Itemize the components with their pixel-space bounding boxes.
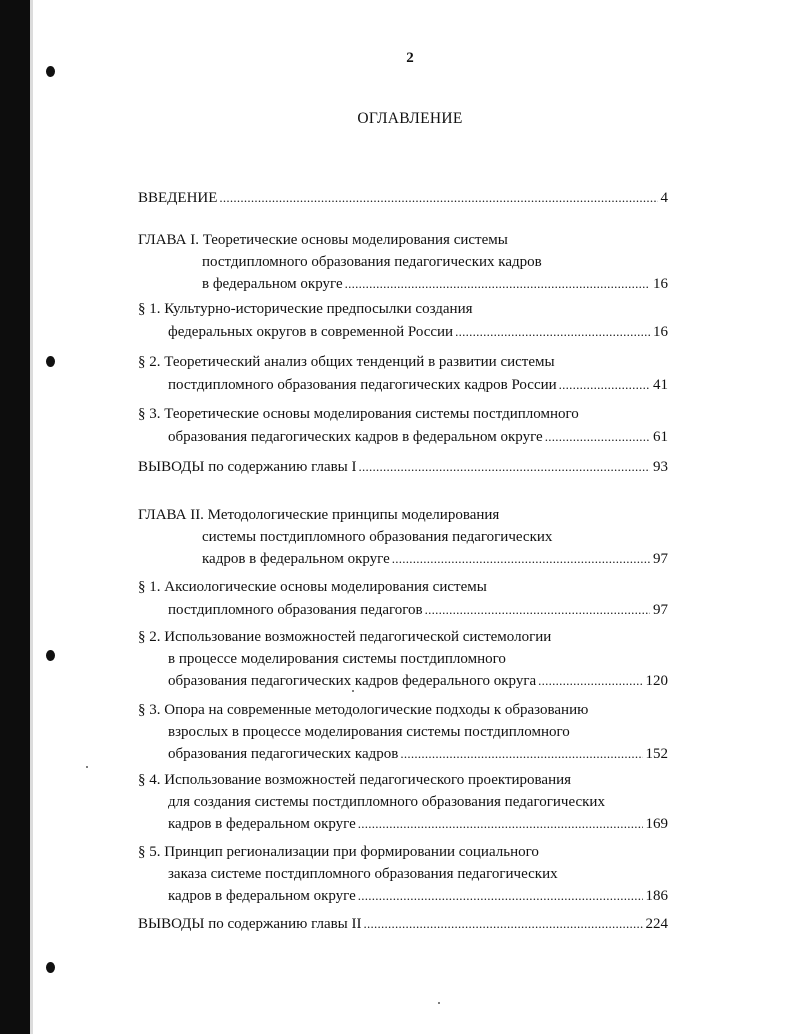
toc-entry-ch2-section-1[interactable] — [138, 577, 668, 621]
toc-entry-line: для создания системы постдипломного образования педагогических — [168, 793, 605, 810]
page-number: 2 — [406, 50, 414, 66]
toc-entry-line: ГЛАВА I. Теоретические основы моделирования системы — [138, 232, 508, 248]
toc-entry-title: постдипломного образования педагогических кадров России — [168, 376, 557, 393]
toc-leader-dots — [538, 670, 642, 693]
toc-entry-line: § 1. Аксиологические основы моделирования системы — [138, 579, 487, 595]
punch-hole — [46, 356, 55, 367]
toc-page-number: 224 — [645, 916, 668, 932]
toc-page-number: 186 — [645, 888, 668, 904]
toc-entry-conclusions-2[interactable] — [138, 913, 668, 936]
toc-leader-dots — [425, 599, 650, 622]
toc-entry-ch2-section-4[interactable] — [138, 770, 668, 836]
toc-entry-line: § 2. Использование возможностей педагогической системологии — [138, 629, 552, 645]
toc-entry-line: § 2. Теоретический анализ общих тенденций в развитии системы — [138, 354, 555, 370]
toc-entry-line: § 3. Опора на современные методологические подходы к образованию — [138, 702, 589, 718]
toc-entry-title: образования педагогических кадров в федеральном округе — [168, 428, 543, 445]
toc-entry-ch2-section-2[interactable] — [138, 627, 668, 693]
toc-entry-ch2-section-5[interactable] — [138, 842, 668, 908]
toc-leader-dots — [358, 813, 643, 836]
toc-entry-title: кадров в федеральном округе — [168, 888, 356, 904]
scan-page-edge — [30, 0, 33, 1034]
toc-entry-introduction[interactable] — [138, 187, 668, 210]
toc-leader-dots — [358, 885, 643, 908]
toc-page-number: 41 — [653, 376, 668, 393]
toc-entry-line: взрослых в процессе моделирования системы постдипломного — [168, 723, 570, 740]
toc-page-number: 120 — [645, 673, 668, 689]
toc-entry-title: образования педагогических кадров — [168, 746, 399, 762]
toc-entry-line: заказа системе постдипломного образования педагогических — [168, 865, 558, 882]
toc-entry-line: § 4. Использование возможностей педагогического проектирования — [138, 772, 572, 788]
toc-entry-title: федеральных округов в современной России — [168, 323, 454, 340]
scan-speck — [438, 1002, 440, 1004]
toc-entry-ch1-section-1[interactable] — [138, 299, 668, 343]
toc-entry-title: кадров в федеральном округе — [168, 816, 356, 832]
toc-leader-dots — [455, 321, 650, 344]
toc-leader-dots — [359, 456, 650, 479]
punch-hole — [46, 650, 55, 661]
toc-entry-line: системы постдипломного образования педагогических — [202, 528, 553, 545]
toc-entry-title: в федеральном округе — [202, 276, 343, 292]
toc-entry-title: кадров в федеральном округе — [202, 551, 390, 567]
toc-page-number: 4 — [660, 190, 668, 206]
toc-leader-dots — [559, 374, 650, 397]
toc-entry-line: ГЛАВА II. Методологические принципы моделирования — [138, 507, 500, 523]
toc-entry-ch2-section-3[interactable] — [138, 700, 668, 766]
punch-hole — [46, 66, 55, 77]
toc-entry-line: постдипломного образования педагогических кадров — [202, 253, 542, 270]
toc-entry-chapter-1[interactable] — [138, 230, 668, 296]
toc-leader-dots — [400, 743, 642, 766]
toc-leader-dots — [364, 913, 643, 936]
toc-page-number: 97 — [653, 601, 668, 618]
toc-page-number: 93 — [653, 459, 668, 475]
punch-hole — [46, 962, 55, 973]
toc-page-number: 61 — [653, 428, 668, 445]
toc-entry-title: постдипломного образования педагогов — [168, 601, 423, 618]
toc-entry-title: образования педагогических кадров федерального округа — [168, 673, 537, 689]
toc-page-number: 97 — [653, 551, 668, 567]
toc-entry-line: § 3. Теоретические основы моделирования системы постдипломного — [138, 406, 579, 422]
toc-page-number: 16 — [653, 323, 668, 340]
toc-leader-dots — [219, 187, 657, 210]
toc-page-number: 16 — [653, 276, 668, 292]
toc-leader-dots — [392, 548, 650, 571]
toc-page-number: 152 — [645, 746, 668, 762]
scan-binding-edge — [0, 0, 30, 1034]
toc-entry-title: ВЫВОДЫ по содержанию главы I — [138, 459, 357, 475]
toc-page-number: 169 — [645, 816, 668, 832]
toc-entry-title: ВЫВОДЫ по содержанию главы II — [138, 916, 362, 932]
toc-entry-line: § 1. Культурно-исторические предпосылки создания — [138, 301, 473, 317]
toc-entry-line: § 5. Принцип регионализации при формировании социального — [138, 844, 539, 860]
toc-entry-line: в процессе моделирования системы постдипломного — [168, 650, 506, 667]
toc-title: ОГЛАВЛЕНИЕ — [357, 110, 463, 127]
toc-leader-dots — [345, 273, 650, 296]
toc-entry-ch1-section-3[interactable] — [138, 404, 668, 448]
toc-entry-ch1-section-2[interactable] — [138, 352, 668, 396]
scan-speck — [86, 766, 88, 768]
toc-entry-conclusions-1[interactable] — [138, 456, 668, 479]
toc-entry-title: ВВЕДЕНИЕ — [138, 190, 218, 206]
toc-entry-chapter-2[interactable] — [138, 505, 668, 571]
toc-leader-dots — [545, 426, 650, 449]
